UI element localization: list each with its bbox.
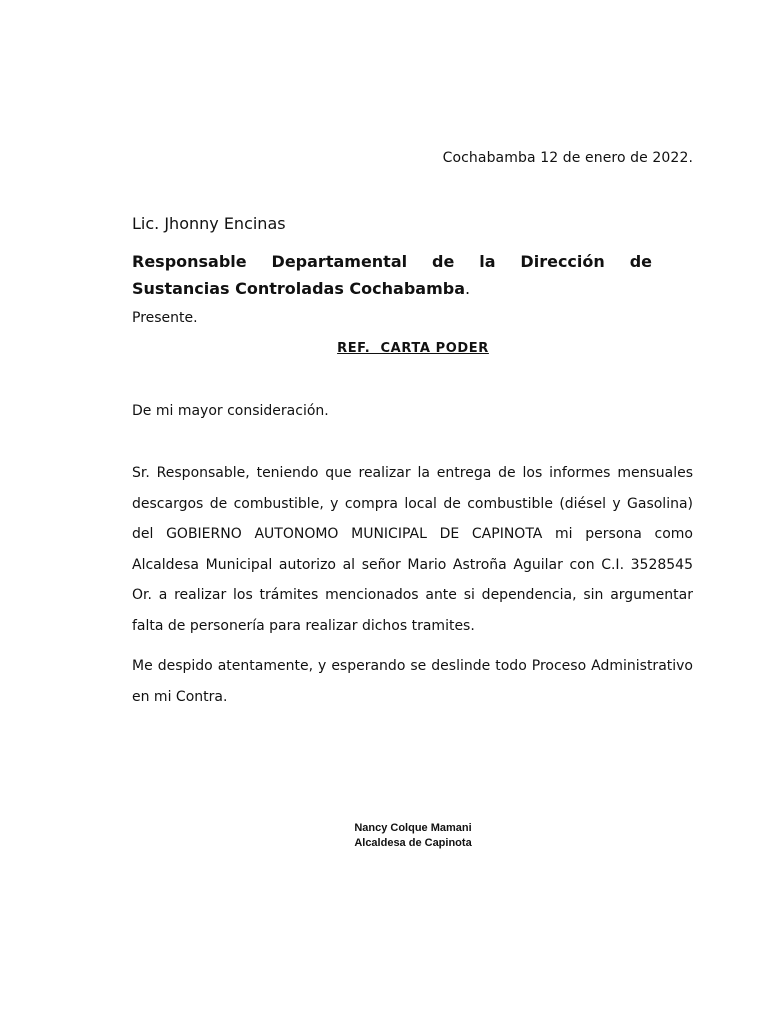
signature-position: Alcaldesa de Capinota <box>354 837 472 849</box>
recipient-title: Responsable Departamental de la Dirección de Sustancias Controladas Cochabamba <box>132 252 652 298</box>
signature-name: Nancy Colque Mamani <box>354 822 472 834</box>
body-paragraph-closing: Me despido atentamente, y esperando se deslinde todo Proceso Administrativo en mi Contra. <box>132 658 693 705</box>
signature-block <box>0 821 768 851</box>
recipient-title-punctuation: . <box>465 279 471 298</box>
reference-line <box>0 341 768 356</box>
recipient-name: Lic. Jhonny Encinas <box>132 214 286 233</box>
salutation: De mi mayor consideración. <box>132 403 329 419</box>
presente-line: Presente. <box>132 310 198 326</box>
body-paragraph-authorization: Sr. Responsable, teniendo que realizar la entrega de los informes mensuales descargos de combustible, y compra local de combustible (diésel y Gasolina) del GOBIERNO AUTONOMO MUNICIPAL DE CAPINOTA mi persona como Alcaldesa Municipal autorizo al señor Mario Astroña Aguilar con C.I. 3528545 Or. a realizar los trámites mencionados ante si dependencia, sin argumentar falta de personería para realizar dichos tramites. <box>132 465 693 634</box>
reference-text: REF. CARTA PODER <box>337 341 489 356</box>
letter-date: Cochabamba 12 de enero de 2022. <box>442 150 693 166</box>
recipient-title-block <box>132 248 652 302</box>
